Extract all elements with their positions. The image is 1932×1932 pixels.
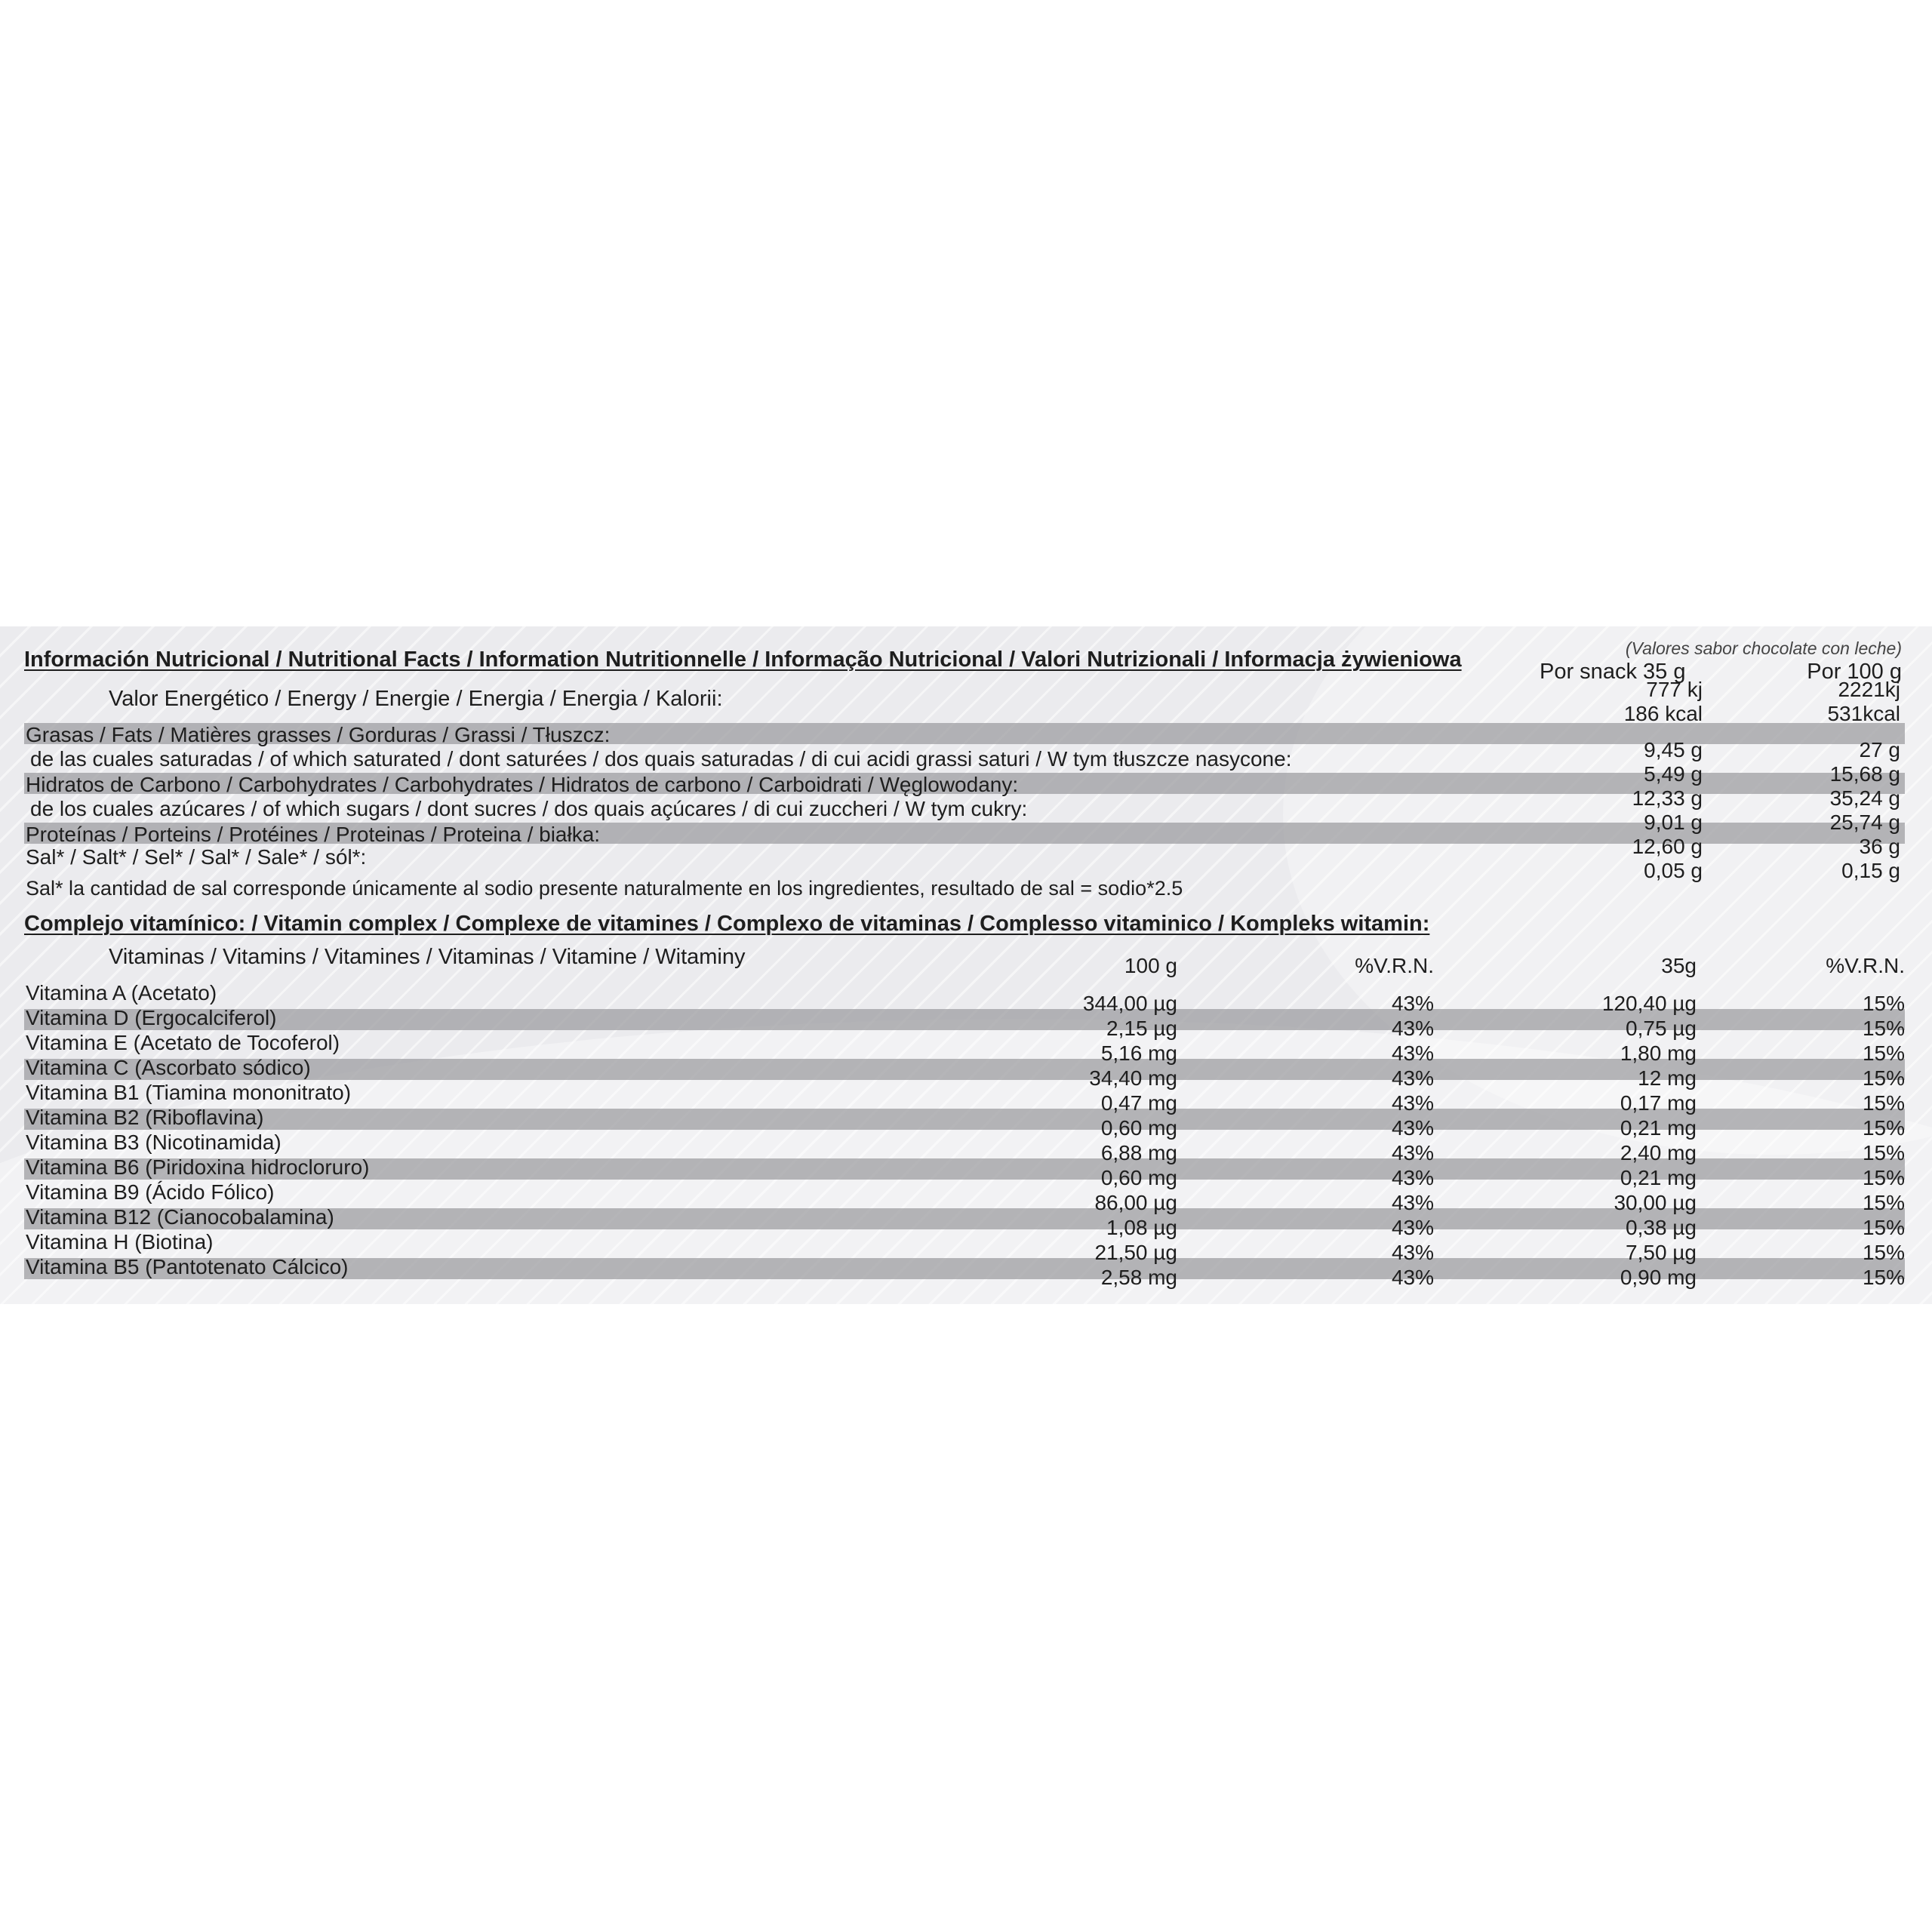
vitamin-vrn-35g: 15% <box>1862 992 1905 1015</box>
energy-kj-snack: 777 kj <box>1646 678 1703 701</box>
saturated-100g: 15,68 g <box>1829 762 1900 786</box>
salt-label: Sal* / Salt* / Sel* / Sal* / Sale* / sól*: <box>26 845 367 869</box>
energy-label: Valor Energético / Energy / Energie / Energia / Energia / Kalorii: <box>109 687 723 711</box>
vitamin-column-label: Vitaminas / Vitamins / Vitamines / Vitaminas / Vitamine / Witaminy <box>109 945 746 969</box>
vitamin-value-100g: 21,50 µg <box>1094 1241 1177 1264</box>
vitamin-value-100g: 86,00 µg <box>1094 1191 1177 1214</box>
vitamin-vrn-35g: 15% <box>1862 1091 1905 1115</box>
vitamin-vrn-100g: 43% <box>1391 1141 1434 1164</box>
title-translations: / Nutritional Facts / Information Nutritionnelle / Informação Nutricional / Valori Nutrizionali / Informacja żywieniowa <box>269 648 1462 672</box>
nutrition-title <box>24 649 1462 671</box>
energy-kcal-100g: 531kcal <box>1827 702 1900 725</box>
vitamin-vrn-100g: 43% <box>1391 992 1434 1015</box>
vitamin-value-35g: 0,21 mg <box>1620 1166 1697 1189</box>
vitamin-value-100g: 6,88 mg <box>1100 1141 1177 1164</box>
vitamin-value-35g: 0,75 µg <box>1626 1017 1697 1040</box>
protein-100g: 36 g <box>1859 835 1900 858</box>
vitamin-value-100g: 1,08 µg <box>1106 1216 1177 1239</box>
vitamin-vrn-100g: 43% <box>1391 1116 1434 1140</box>
vitamin-name: Vitamina B2 (Riboflavina) <box>26 1106 264 1129</box>
vitamin-name: Vitamina E (Acetato de Tocoferol) <box>26 1031 340 1054</box>
vitamin-vrn-100g: 43% <box>1391 1266 1434 1289</box>
carbs-snack: 12,33 g <box>1632 786 1703 810</box>
fats-label: Grasas / Fats / Matières grasses / Gorduras / Grassi / Tłuszcz: <box>26 723 611 746</box>
vitamin-vrn-35g: 15% <box>1862 1241 1905 1264</box>
vitamin-vrn-35g: 15% <box>1862 1017 1905 1040</box>
vitamin-column-vrn-100g: %V.R.N. <box>1355 954 1434 977</box>
vitamin-value-100g: 0,60 mg <box>1100 1166 1177 1189</box>
vitamin-vrn-35g: 15% <box>1862 1141 1905 1164</box>
fats-100g: 27 g <box>1859 738 1900 761</box>
vitamin-vrn-100g: 43% <box>1391 1017 1434 1040</box>
vitamin-vrn-100g: 43% <box>1391 1241 1434 1264</box>
salt-100g: 0,15 g <box>1841 859 1900 882</box>
protein-snack: 12,60 g <box>1632 835 1703 858</box>
vitamin-value-100g: 2,15 µg <box>1106 1017 1177 1040</box>
vitamin-value-100g: 344,00 µg <box>1082 992 1177 1015</box>
vitamin-column-35g: 35g <box>1661 954 1697 977</box>
energy-kcal-snack: 186 kcal <box>1623 702 1703 725</box>
vitamin-vrn-100g: 43% <box>1391 1041 1434 1065</box>
vitamin-vrn-100g: 43% <box>1391 1166 1434 1189</box>
vitamin-vrn-100g: 43% <box>1391 1216 1434 1239</box>
vitamin-value-35g: 0,38 µg <box>1626 1216 1697 1239</box>
vitamin-name: Vitamina B12 (Cianocobalamina) <box>26 1205 334 1229</box>
vitamin-vrn-35g: 15% <box>1862 1066 1905 1090</box>
vitamin-value-35g: 12 mg <box>1638 1066 1697 1090</box>
vitamin-vrn-35g: 15% <box>1862 1216 1905 1239</box>
carbs-100g: 35,24 g <box>1829 786 1900 810</box>
vitamin-value-35g: 2,40 mg <box>1620 1141 1697 1164</box>
vitamin-vrn-100g: 43% <box>1391 1091 1434 1115</box>
flavor-note: (Valores sabor chocolate con leche) <box>1625 638 1902 658</box>
sugars-snack: 9,01 g <box>1644 811 1703 834</box>
energy-kj-100g: 2221kj <box>1838 678 1900 701</box>
vitamin-name: Vitamina B5 (Pantotenato Cálcico) <box>26 1255 349 1278</box>
nutrition-label <box>0 626 1932 1304</box>
vitamin-vrn-35g: 15% <box>1862 1116 1905 1140</box>
vitamin-name: Vitamina C (Ascorbato sódico) <box>26 1056 311 1079</box>
carbs-label: Hidratos de Carbono / Carbohydrates / Carbohydrates / Hidratos de carbono / Carboidrati / Węglowodany: <box>26 773 1019 796</box>
column-header-100g: Por 100 g <box>1807 660 1902 684</box>
vitamin-value-100g: 5,16 mg <box>1100 1041 1177 1065</box>
column-header-snack: Por snack 35 g <box>1540 660 1686 684</box>
title-spanish: Información Nutricional <box>24 648 270 672</box>
salt-footnote: Sal* la cantidad de sal corresponde únicamente al sodio presente naturalmente en los ingredientes, resultado de sal = sodio*2.5 <box>26 877 1183 900</box>
vitamin-name: Vitamina B9 (Ácido Fólico) <box>26 1180 275 1204</box>
vitamin-column-100g: 100 g <box>1124 954 1177 977</box>
vitamin-value-35g: 120,40 µg <box>1601 992 1697 1015</box>
sugars-label: de los cuales azúcares / of which sugars / dont sucres / dos quais açúcares / di cui zuccheri / W tym cukry: <box>30 797 1028 820</box>
vitamin-value-35g: 7,50 µg <box>1626 1241 1697 1264</box>
vitamin-column-vrn-35g: %V.R.N. <box>1826 954 1905 977</box>
vitamin-vrn-100g: 43% <box>1391 1191 1434 1214</box>
vitamin-value-100g: 2,58 mg <box>1100 1266 1177 1289</box>
saturated-snack: 5,49 g <box>1644 762 1703 786</box>
vitamin-name: Vitamina H (Biotina) <box>26 1230 214 1254</box>
vitamin-value-35g: 0,17 mg <box>1620 1091 1697 1115</box>
vitamin-vrn-100g: 43% <box>1391 1066 1434 1090</box>
vitamin-value-100g: 0,47 mg <box>1100 1091 1177 1115</box>
vitamin-vrn-35g: 15% <box>1862 1041 1905 1065</box>
protein-label: Proteínas / Porteins / Protéines / Proteinas / Proteina / białka: <box>26 823 601 846</box>
vitamin-value-35g: 0,21 mg <box>1620 1116 1697 1140</box>
vitamin-name: Vitamina A (Acetato) <box>26 981 217 1004</box>
vitamin-name: Vitamina D (Ergocalciferol) <box>26 1006 277 1029</box>
vitamin-vrn-35g: 15% <box>1862 1266 1905 1289</box>
vitamin-value-100g: 34,40 mg <box>1089 1066 1177 1090</box>
sugars-100g: 25,74 g <box>1829 811 1900 834</box>
vitamin-vrn-35g: 15% <box>1862 1166 1905 1189</box>
vitamin-section-title: Complejo vitamínico: / Vitamin complex / Complexe de vitamines / Complexo de vitaminas / Complesso vitaminico / Kompleks witamin: <box>24 912 1430 936</box>
vitamin-name: Vitamina B1 (Tiamina mononitrato) <box>26 1081 352 1104</box>
vitamin-value-35g: 0,90 mg <box>1620 1266 1697 1289</box>
vitamin-value-100g: 0,60 mg <box>1100 1116 1177 1140</box>
saturated-label: de las cuales saturadas / of which saturated / dont saturées / dos quais saturadas / di cui acidi grassi saturi / W tym tłuszcze nasycone: <box>30 747 1292 771</box>
vitamin-value-35g: 30,00 µg <box>1614 1191 1697 1214</box>
salt-snack: 0,05 g <box>1644 859 1703 882</box>
vitamin-value-35g: 1,80 mg <box>1620 1041 1697 1065</box>
vitamin-vrn-35g: 15% <box>1862 1191 1905 1214</box>
vitamin-name: Vitamina B3 (Nicotinamida) <box>26 1131 281 1154</box>
fats-snack: 9,45 g <box>1644 738 1703 761</box>
vitamin-name: Vitamina B6 (Piridoxina hidrocloruro) <box>26 1155 370 1179</box>
